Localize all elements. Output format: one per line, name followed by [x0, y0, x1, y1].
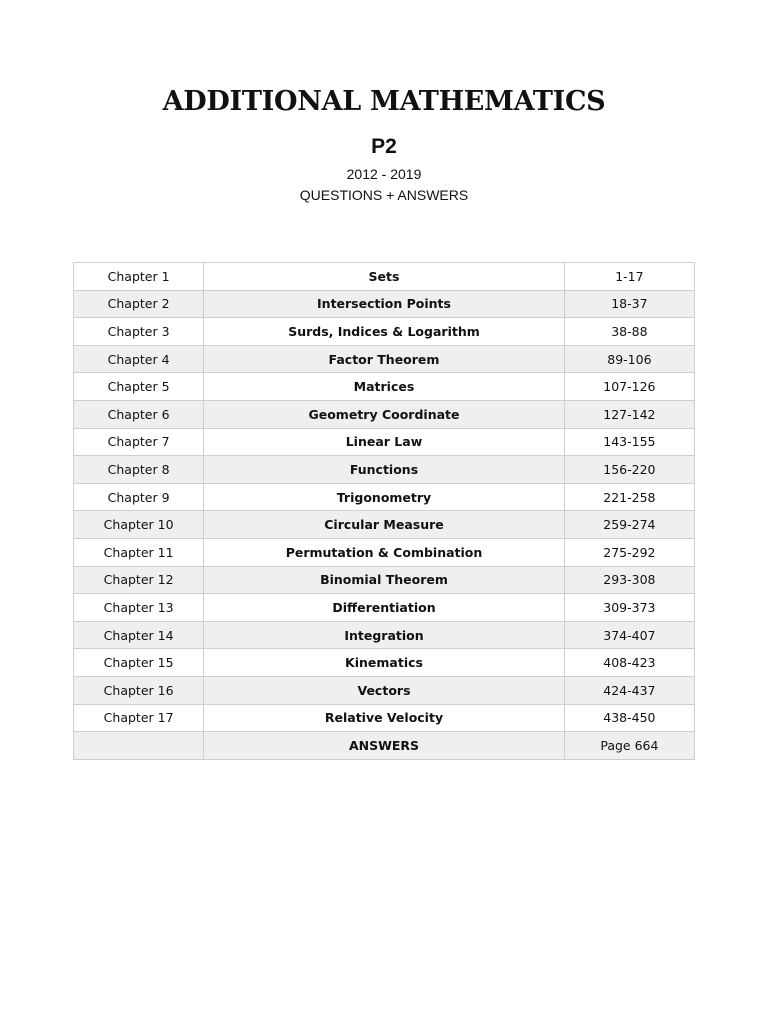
chapter-cell: Chapter 11 — [74, 538, 204, 566]
page-title: ADDITIONAL MATHEMATICS — [162, 86, 606, 117]
table-row — [74, 511, 695, 539]
topic-cell: Permutation & Combination — [204, 538, 565, 566]
table-row — [74, 290, 695, 318]
answers-page: Page 664 — [564, 732, 694, 760]
answers-row — [74, 732, 695, 760]
chapter-cell — [74, 732, 204, 760]
topic-cell: Vectors — [204, 676, 565, 704]
pages-cell: 374-407 — [564, 621, 694, 649]
topic-cell: Intersection Points — [204, 290, 565, 318]
topic-cell: Geometry Coordinate — [204, 400, 565, 428]
table-row — [74, 649, 695, 677]
topic-cell: Sets — [204, 263, 565, 291]
subtitle: QUESTIONS + ANSWERS — [299, 187, 469, 203]
table-row — [74, 594, 695, 622]
pages-cell: 424-437 — [564, 676, 694, 704]
pages-cell: 259-274 — [564, 511, 694, 539]
topic-cell: Surds, Indices & Logarithm — [204, 318, 565, 346]
table-row — [74, 428, 695, 456]
table-row — [74, 483, 695, 511]
chapter-cell: Chapter 7 — [74, 428, 204, 456]
chapter-cell: Chapter 10 — [74, 511, 204, 539]
chapter-cell: Chapter 14 — [74, 621, 204, 649]
chapter-cell: Chapter 4 — [74, 345, 204, 373]
table-row — [74, 263, 695, 291]
pages-cell: 1-17 — [564, 263, 694, 291]
chapter-cell: Chapter 8 — [74, 456, 204, 484]
answers-label: ANSWERS — [204, 732, 565, 760]
year-range: 2012 - 2019 — [346, 166, 422, 182]
chapter-cell: Chapter 12 — [74, 566, 204, 594]
chapter-cell: Chapter 1 — [74, 263, 204, 291]
pages-cell: 309-373 — [564, 594, 694, 622]
chapter-cell: Chapter 16 — [74, 676, 204, 704]
topic-cell: Functions — [204, 456, 565, 484]
pages-cell: 143-155 — [564, 428, 694, 456]
table-row — [74, 318, 695, 346]
table-row — [74, 345, 695, 373]
topic-cell: Relative Velocity — [204, 704, 565, 732]
table-row — [74, 676, 695, 704]
chapter-cell: Chapter 13 — [74, 594, 204, 622]
pages-cell: 38-88 — [564, 318, 694, 346]
topic-cell: Trigonometry — [204, 483, 565, 511]
pages-cell: 438-450 — [564, 704, 694, 732]
chapter-cell: Chapter 3 — [74, 318, 204, 346]
table-row — [74, 538, 695, 566]
table-row — [74, 621, 695, 649]
chapter-cell: Chapter 6 — [74, 400, 204, 428]
table-row — [74, 566, 695, 594]
pages-cell: 18-37 — [564, 290, 694, 318]
pages-cell: 221-258 — [564, 483, 694, 511]
chapter-cell: Chapter 17 — [74, 704, 204, 732]
pages-cell: 156-220 — [564, 456, 694, 484]
chapter-cell: Chapter 5 — [74, 373, 204, 401]
pages-cell: 293-308 — [564, 566, 694, 594]
pages-cell: 127-142 — [564, 400, 694, 428]
pages-cell: 107-126 — [564, 373, 694, 401]
contents-table — [73, 262, 695, 760]
chapter-cell: Chapter 2 — [74, 290, 204, 318]
topic-cell: Linear Law — [204, 428, 565, 456]
topic-cell: Circular Measure — [204, 511, 565, 539]
table-row — [74, 373, 695, 401]
topic-cell: Integration — [204, 621, 565, 649]
chapter-cell: Chapter 9 — [74, 483, 204, 511]
topic-cell: Factor Theorem — [204, 345, 565, 373]
table-row — [74, 400, 695, 428]
topic-cell: Matrices — [204, 373, 565, 401]
paper-code: P2 — [371, 135, 397, 158]
topic-cell: Kinematics — [204, 649, 565, 677]
chapter-cell: Chapter 15 — [74, 649, 204, 677]
topic-cell: Binomial Theorem — [204, 566, 565, 594]
pages-cell: 89-106 — [564, 345, 694, 373]
pages-cell: 408-423 — [564, 649, 694, 677]
table-row — [74, 704, 695, 732]
topic-cell: Differentiation — [204, 594, 565, 622]
table-row — [74, 456, 695, 484]
pages-cell: 275-292 — [564, 538, 694, 566]
